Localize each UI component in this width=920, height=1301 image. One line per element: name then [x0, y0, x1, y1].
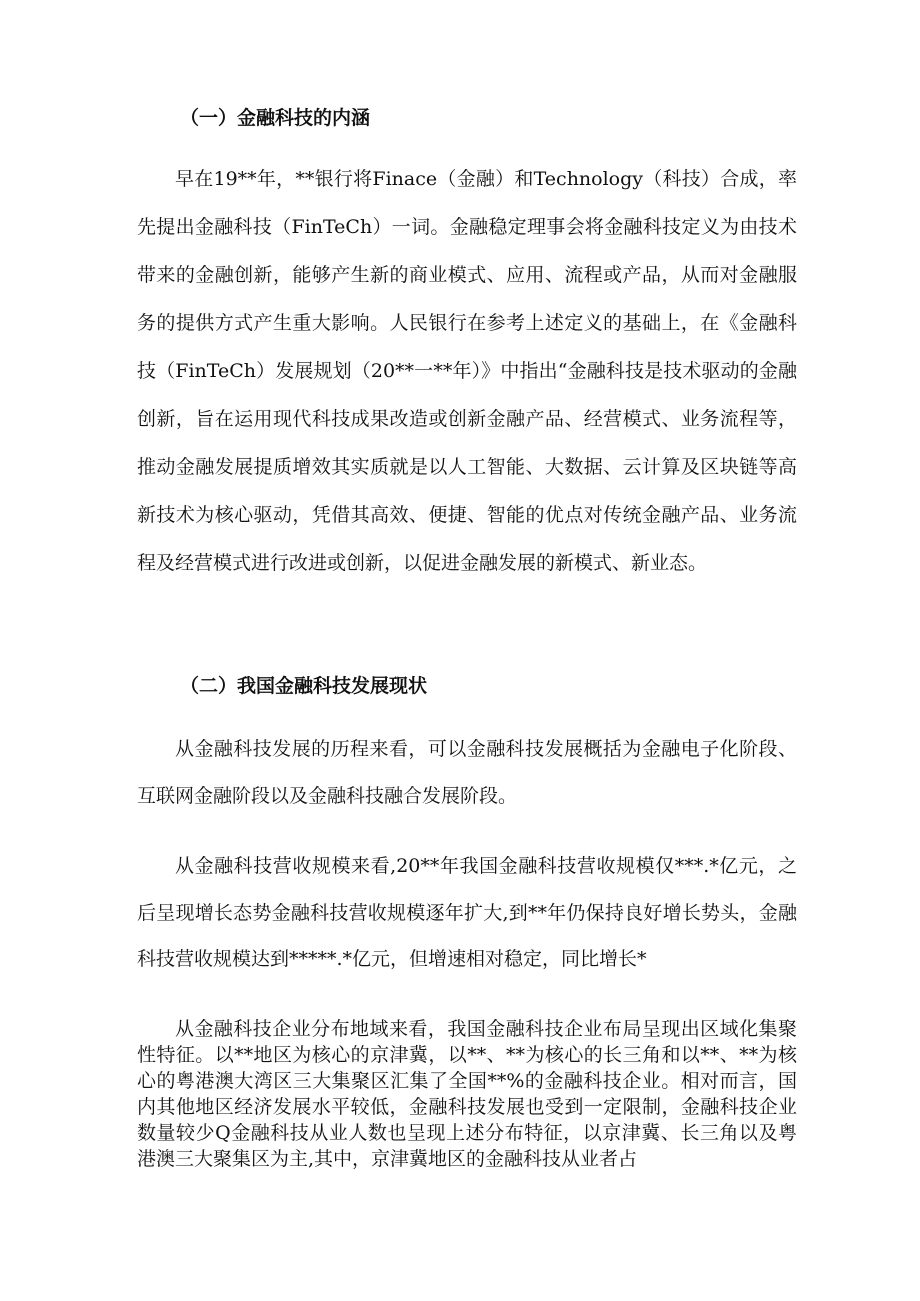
section-heading-current-status: （二）我国金融科技发展现状 — [180, 675, 428, 697]
paragraph-fintech-definition: 早在19**年，**银行将Finace（金融）和Technology（科技）合成，率先提出金融科技（FinTeCh）一词。金融稳定理事会将金融科技定义为由技术带来的金融创新，能够产生新的商业模式、应用、流程或产品，从而对金融服务的提供方式产生重大影响。人民银行在参考上述定义的基础上，在《金融科技（FinTeCh）发展规划（20**一**年）》中指出“金融科技是技术驱动的金融创新，旨在运用现代科技成果改造或创新金融产品、经营模式、业务流程等，推动金融发展提质增效其实质就是以人工智能、大数据、云计算及区块链等高新技术为核心驱动，凭借其高效、便捷、智能的优点对传统金融产品、业务流程及经营模式进行改进或创新，以促进金融发展的新模式、新业态。 — [137, 168, 797, 574]
paragraph-revenue-scale: 从金融科技营收规模来看,20**年我国金融科技营收规模仅***.*亿元，之后呈现增长态势金融科技营收规模逐年扩大,到**年仍保持良好增长势头，金融科技营收规模达到*****.*亿元，但增速相对稳定，同比增长* — [137, 855, 797, 970]
section-heading-connotation: （一）金融科技的内涵 — [180, 107, 371, 129]
paragraph-regional-distribution: 从金融科技企业分布地域来看，我国金融科技企业布局呈现出区域化集聚性特征。以**地区为核心的京津冀，以**、**为核心的长三角和以**、**为核心的粤港澳大湾区三大集聚区汇集了全国**%的金融科技企业。相对而言，国内其他地区经济发展水平较低，金融科技发展也受到一定限制，金融科技企业数量较少Q金融科技从业人数也呈现上述分布特征，以京津冀、长三角以及粤港澳三大聚集区为主,其中，京津冀地区的金融科技从业者占 — [137, 1018, 797, 1170]
paragraph-development-history: 从金融科技发展的历程来看，可以金融科技发展概括为金融电子化阶段、互联网金融阶段以及金融科技融合发展阶段。 — [137, 738, 797, 807]
